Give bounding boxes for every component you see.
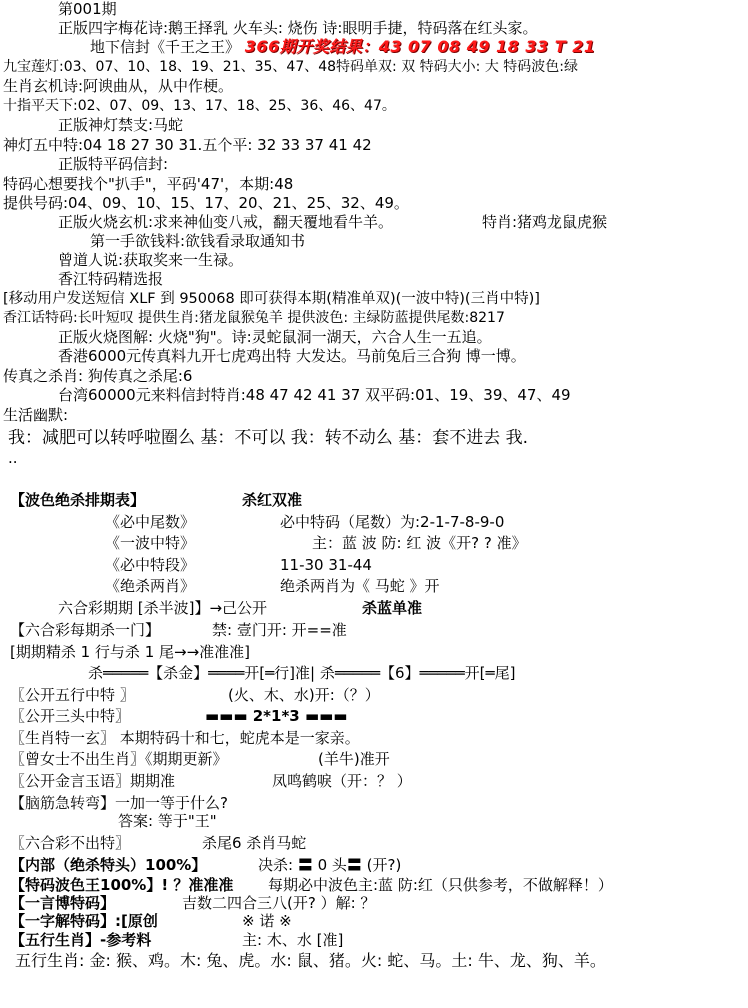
inner-kill-label: 【内部（绝杀特头）100%】: [10, 856, 207, 874]
five-element-value: (火、木、水)开:（？）: [228, 686, 380, 704]
no-special-label: 〖六合彩不出特〗: [10, 834, 131, 852]
line-ellipsis: ..: [8, 449, 18, 467]
one-char-value: ※ 诺 ※: [242, 912, 292, 930]
line-fire-diagram: 正版火烧图解: 火烧"狗"。诗:灵蛇鼠洞一湖天，六合人生一五追。: [58, 328, 492, 346]
riddle-question: 【脑筋急转弯】一加一等于什么?: [10, 794, 228, 812]
golden-words-value: 凤鸣鹤唳（开：？ ）: [272, 772, 412, 790]
kill-door-value: 禁: 壹门开: 开==准: [212, 621, 347, 639]
one-word-bet-label: 【一言博特码】: [10, 894, 116, 912]
result-banner: 366期开奖结果：43 07 08 49 18 33 T 21: [244, 37, 596, 56]
line-ten-fingers: 十指平天下:02、07、09、13、17、18、25、36、46、47。: [3, 98, 396, 114]
five-zodiac-value: 主: 木、水 [准]: [242, 931, 344, 949]
must-tail-value: 必中特码（尾数）为:2-1-7-8-9-0: [280, 513, 505, 531]
line-special-zodiac: 特肖:猪鸡龙鼠虎猴: [482, 213, 608, 231]
line-lamp-five: 神灯五中特:04 18 27 30 31.五个平: 32 33 37 41 42: [3, 136, 372, 154]
line-humor-title: 生活幽默:: [3, 406, 69, 424]
kill-blue-label: 杀蓝单准: [362, 599, 423, 617]
issue-number: 第001期: [58, 0, 117, 18]
line-flat-envelope: 正版特平码信封:: [58, 155, 169, 173]
must-segment-value: 11-30 31-44: [280, 556, 372, 574]
golden-words-label: 〖公开金言玉语〗期期准: [10, 772, 176, 790]
line-zeng-daoren: 曾道人说:获取奖来一生禄。: [58, 251, 244, 269]
kill-row-tail: [期期精杀 1 行与杀 1 尾→→准准准]: [10, 643, 251, 661]
one-char-label: 【一字解特码】:[原创: [10, 912, 158, 930]
kill-red-label: 杀红双准: [242, 491, 303, 509]
inner-kill-value: 决杀: 〓 0 头〓 (开?): [258, 856, 402, 874]
line-first-hand: 第一手欲钱料:欲钱看录取通知书: [90, 232, 306, 250]
line-fax-kill: 传真之杀肖: 狗传真之杀尾:6: [3, 367, 193, 385]
no-special-value: 杀尾6 杀肖马蛇: [202, 834, 307, 852]
wave-king-label: 【特码波色王100%】! ？准准准: [10, 876, 234, 894]
kill-door-label: 【六合彩每期杀一门】: [10, 621, 161, 639]
line-sms-offer: [移动用户发送短信 XLF 到 950068 即可获得本期(精准单双)(一波中特)(三肖中特)]: [3, 291, 540, 307]
zodiac-mystery: 〖生肖特一玄〗 本期特码十和七，蛇虎本是一家亲。: [10, 729, 360, 747]
three-head-label: 〖公开三头中特〗: [10, 707, 131, 725]
line-zodiac-poem: 生肖玄机诗:阿谀曲从，从中作梗。: [3, 77, 234, 95]
line-plum-poem: 正版四字梅花诗:鹅王择乳 火车头: 烧伤 诗:眼明手捷，特码落在红头家。: [58, 19, 538, 37]
wave-king-value: 每期必中波色主:蓝 防:红（只供参考，不做解释！）: [268, 876, 613, 894]
line-nine-lotus: 九宝莲灯:03、07、10、18、19、21、35、47、48特码单双: 双 特码大小: 大 特码波色:绿: [3, 59, 578, 75]
five-element-label: 〖公开五行中特 〗: [10, 686, 135, 704]
ms-zeng-label: 〖曾女士不出生肖〗《期期更新》: [10, 750, 228, 768]
five-element-zodiac-list: 五行生肖: 金: 猴、鸡。木: 兔、虎。水: 鼠、猪。火: 蛇、马。土: 牛、龙、狗、羊。: [15, 951, 606, 970]
line-provided-numbers: 提供号码:04、09、10、15、17、20、21、25、32、49。: [3, 194, 409, 212]
kill-two-label: 《绝杀两肖》: [105, 577, 196, 595]
five-zodiac-label: 【五行生肖】-参考料: [10, 931, 152, 949]
line-hk-fax: 香港6000元传真料九开七虎鸡出特 大发达。马前兔后三合狗 博一博。: [58, 347, 526, 365]
kill-metal-line: 杀═════【杀金】════开[═行]准| 杀═════【6】═════开[═尾]: [88, 664, 516, 682]
must-tail-label: 《必中尾数》: [105, 513, 196, 531]
line-underground-envelope: [90, 38, 595, 56]
one-wave-value: 主：蓝 波 防: 红 波《开? ? 准》: [312, 534, 527, 552]
half-wave-label: 六合彩期期 [杀半波]】→己公开: [58, 599, 268, 617]
kill-two-value: 绝杀两肖为《 马蛇 》开: [280, 577, 440, 595]
ms-zeng-value: (羊牛)准开: [318, 750, 390, 768]
line-xiangjiang-title: 香江特码精选报: [58, 270, 164, 288]
must-segment-label: 《必中特段》: [105, 556, 196, 574]
three-head-value: ▬▬▬ 2*1*3 ▬▬▬: [205, 707, 348, 725]
riddle-answer: 答案: 等于"王": [118, 812, 217, 830]
one-word-bet-value: 吉数二四合三八(开? ）解: ？: [182, 894, 376, 912]
wave-kill-title: 【波色绝杀排期表】: [10, 491, 146, 509]
line-pickpocket: 特码心想要找个"扒手"，平码'47'，本期:48: [3, 175, 294, 193]
line-fire-mystery: 正版火烧玄机:求来神仙变八戒，翻天覆地看牛羊。: [58, 213, 394, 231]
envelope-label: 地下信封《千王之王》: [90, 38, 241, 56]
one-wave-label: 《一波中特》: [105, 534, 196, 552]
line-lamp-ban: 正版神灯禁支:马蛇: [58, 116, 184, 134]
line-taiwan-envelope: 台湾60000元来料信封特肖:48 47 42 41 37 双平码:01、19、39、47、49: [58, 386, 571, 404]
line-xiangjiang-words: 香江话特码:长叶短叹 提供生肖:猪龙鼠猴兔羊 提供波色: 主绿防蓝提供尾数:8217: [3, 310, 505, 326]
line-humor-joke: 我：减肥可以转呼啦圈么 基：不可以 我：转不动么 基：套不进去 我.: [8, 428, 529, 448]
